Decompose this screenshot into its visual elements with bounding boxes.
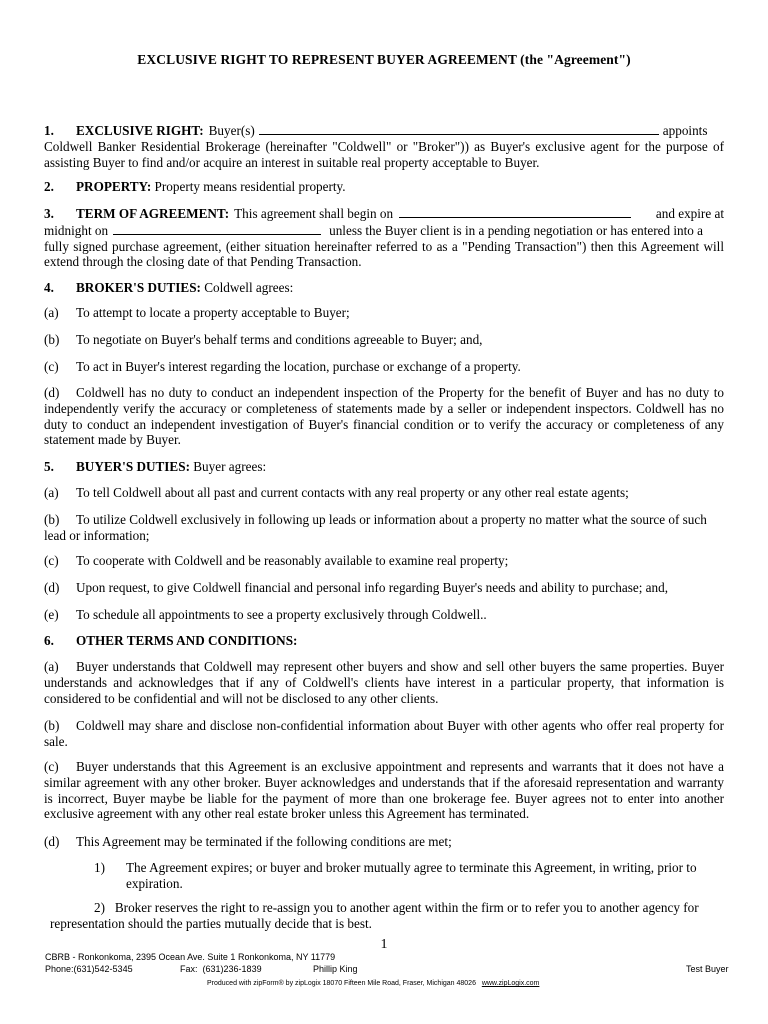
- item-label: (d): [44, 834, 60, 849]
- list-item: [44, 385, 724, 448]
- phone-row: [45, 964, 133, 974]
- item-label: (c): [44, 359, 59, 374]
- phone-number: (631)542-5345: [73, 964, 133, 974]
- sub-item-text: The Agreement expires; or buyer and broker mutually agree to terminate this Agreement, in writing, prior to expiration.: [126, 860, 697, 891]
- fax-row: [180, 964, 262, 974]
- list-item: [44, 580, 724, 596]
- buyer-label: Buyer(s): [208, 123, 255, 138]
- list-item: [44, 512, 724, 544]
- section-heading: TERM OF AGREEMENT:: [76, 206, 230, 221]
- pending-text: unless the Buyer client is in a pending negotiation or has entered into a: [329, 222, 704, 238]
- section-property: [44, 179, 724, 195]
- section-heading: BUYER'S DUTIES:: [76, 459, 190, 474]
- item-label: (c): [44, 759, 59, 774]
- section-heading: BROKER'S DUTIES:: [76, 280, 201, 295]
- item-label: (d): [44, 580, 60, 595]
- section-number: 5.: [44, 459, 54, 474]
- item-text: Buyer understands that Coldwell may represent other buyers and show and sell other buyers the same properties. Buyer understands and acknowledges that if any of Coldwell's clients have interest in a particular property, that information is considered to be confidential and will not be disclosed to any other clients.: [44, 659, 724, 706]
- section-exclusive-right: [44, 122, 724, 170]
- sub-item-text: Broker reserves the right to re-assign you to another agent within the firm or to refer you to another agency for representation should the parties mutually decide that is best.: [50, 900, 699, 931]
- list-item: [44, 659, 724, 706]
- item-text: To cooperate with Coldwell and be reasonably available to examine real property;: [76, 553, 509, 568]
- document-page: [44, 0, 724, 1024]
- item-text: To schedule all appointments to see a property exclusively through Coldwell..: [76, 607, 487, 622]
- fax-label: Fax:: [180, 964, 198, 974]
- section-term: [44, 205, 724, 270]
- item-label: (d): [44, 385, 60, 400]
- section-intro: Buyer agrees:: [193, 459, 267, 474]
- fax-number: (631)236-1839: [202, 964, 262, 974]
- list-item: [44, 332, 724, 348]
- produced-text: Produced with zipForm® by zipLogix 18070 Fifteen Mile Road, Fraser, Michigan 48026: [207, 980, 476, 987]
- item-label: (b): [44, 332, 60, 347]
- agent-name: Phillip King: [313, 964, 358, 974]
- section-text: fully signed purchase agreement, (either situation hereinafter referred to as a "Pending Transaction") then this Agreement will extend through the closing date of that Pending Transaction.: [44, 238, 724, 270]
- section-number: 6.: [44, 633, 54, 648]
- phone-label: Phone:: [45, 964, 74, 974]
- buyer-name-blank[interactable]: [259, 122, 659, 135]
- item-label: (c): [44, 553, 59, 568]
- termination-condition-2: [50, 900, 724, 932]
- termination-condition-1: [94, 860, 724, 892]
- item-text: Buyer understands that this Agreement is an exclusive appointment and represents and warrants that it does not have a similar agreement with any other broker. Buyer acknowledges and understands that if the aforesaid representation and warranty is incorrect, Buyer maybe be liable for the payment of more than one brokerage fee. Buyer agrees not to enter into another exclusive agreement with any other real estate broker unless this Agreement has terminated.: [44, 759, 724, 822]
- section-other-terms: [44, 633, 724, 649]
- appoints-text: appoints: [662, 123, 708, 138]
- document-name: Test Buyer: [686, 964, 729, 974]
- produced-by: [207, 980, 539, 987]
- section-number: 4.: [44, 280, 54, 295]
- list-item: [44, 759, 724, 822]
- section-heading: PROPERTY:: [76, 179, 152, 194]
- sub-item-label: 1): [94, 860, 105, 875]
- item-text: Upon request, to give Coldwell financial and personal info regarding Buyer's needs and ability to purchase; and,: [76, 580, 668, 595]
- document-title: EXCLUSIVE RIGHT TO REPRESENT BUYER AGREEMENT (the "Agreement"): [137, 52, 631, 67]
- expire-label: and expire at: [655, 206, 724, 221]
- item-label: (a): [44, 485, 59, 500]
- item-text: To tell Coldwell about all past and current contacts with any real property or any other real estate agents;: [76, 485, 629, 500]
- page-number: 1: [380, 937, 388, 952]
- section-number: 1.: [44, 123, 54, 138]
- item-text: To negotiate on Buyer's behalf terms and conditions agreeable to Buyer; and,: [76, 332, 483, 347]
- item-label: (e): [44, 607, 59, 622]
- midnight-label: midnight on: [44, 222, 109, 238]
- list-item: [44, 718, 724, 750]
- section-broker-duties: [44, 280, 724, 296]
- list-item: [44, 305, 724, 321]
- section-text: Property means residential property.: [154, 179, 346, 194]
- begin-date-blank[interactable]: [399, 205, 631, 218]
- item-text: This Agreement may be terminated if the following conditions are met;: [76, 834, 452, 849]
- sub-item-label: 2): [94, 900, 105, 915]
- begin-label: This agreement shall begin on: [234, 206, 394, 221]
- list-item: [44, 607, 724, 623]
- item-text: Coldwell may share and disclose non-confidential information about Buyer with other agents who offer real property for sale.: [44, 718, 724, 749]
- ziplogix-link[interactable]: www.zipLogix.com: [481, 980, 540, 987]
- office-address: CBRB - Ronkonkoma, 2395 Ocean Ave. Suite 1 Ronkonkoma, NY 11779: [45, 952, 336, 962]
- list-item: [44, 553, 724, 569]
- section-intro: Coldwell agrees:: [204, 280, 294, 295]
- item-text: Coldwell has no duty to conduct an independent inspection of the Property for the benefit of Buyer and has no duty to independently verify the accuracy or completeness of statements made by a seller or independent inspectors. Coldwell has no duty to conduct an independent investigation of Buyer's financial condition or to verify the accuracy or completeness of any statement made by Buyer.: [44, 385, 724, 448]
- section-buyer-duties: [44, 459, 724, 475]
- item-text: To act in Buyer's interest regarding the location, purchase or exchange of a property.: [76, 359, 521, 374]
- item-text: To utilize Coldwell exclusively in following up leads or information about a property no matter what the source of such lead or information;: [44, 512, 707, 543]
- section-heading: OTHER TERMS AND CONDITIONS:: [76, 633, 298, 648]
- section-number: 2.: [44, 179, 54, 194]
- item-label: (b): [44, 512, 60, 527]
- section-text: Coldwell Banker Residential Brokerage (hereinafter "Coldwell" or "Broker")) as Buyer's exclusive agent for the purpose of assisting Buyer to find and/or acquire an interest in suitable real property acceptable to Buyer.: [44, 138, 724, 170]
- item-label: (a): [44, 305, 59, 320]
- section-heading: EXCLUSIVE RIGHT:: [76, 123, 204, 138]
- expire-date-blank[interactable]: [113, 222, 321, 235]
- list-item: [44, 359, 724, 375]
- item-label: (b): [44, 718, 60, 733]
- item-text: To attempt to locate a property acceptable to Buyer;: [76, 305, 350, 320]
- list-item: [44, 485, 724, 501]
- section-number: 3.: [44, 206, 54, 221]
- list-item: [44, 834, 724, 850]
- item-label: (a): [44, 659, 59, 674]
